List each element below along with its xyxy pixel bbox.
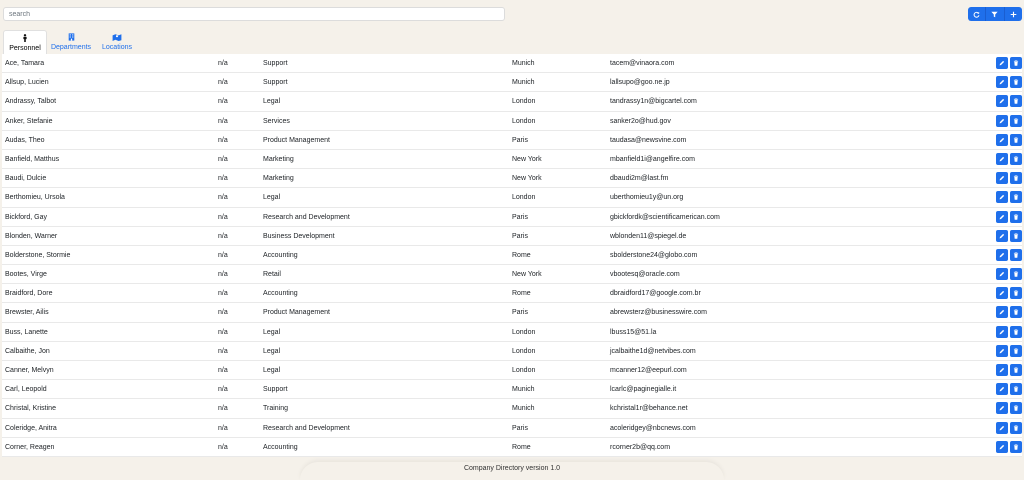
job-title: n/a (218, 328, 228, 336)
person-name: Carl, Leopold (5, 386, 47, 394)
department: Services (263, 117, 290, 125)
row-actions (996, 153, 1022, 165)
table-row (2, 208, 1022, 227)
email: gbickfordk@scientificamerican.com (610, 213, 720, 221)
edit-button[interactable] (996, 441, 1008, 453)
person-name: Banfield, Matthus (5, 155, 60, 163)
delete-button[interactable] (1010, 115, 1022, 127)
job-title: n/a (218, 271, 228, 279)
row-actions (996, 441, 1022, 453)
job-title: n/a (218, 232, 228, 240)
location: Paris (512, 213, 528, 221)
trash-icon (1013, 79, 1019, 85)
edit-button[interactable] (996, 211, 1008, 223)
edit-button[interactable] (996, 57, 1008, 69)
row-actions (996, 422, 1022, 434)
person-name: Coleridge, Anitra (5, 424, 57, 432)
person-icon (22, 34, 28, 42)
row-actions (996, 134, 1022, 146)
trash-icon (1013, 444, 1019, 450)
department: Marketing (263, 175, 294, 183)
delete-button[interactable] (1010, 364, 1022, 376)
person-name: Anker, Stefanie (5, 117, 53, 125)
person-name: Buss, Lanette (5, 328, 48, 336)
edit-button[interactable] (996, 76, 1008, 88)
edit-button[interactable] (996, 230, 1008, 242)
table-row (2, 399, 1022, 418)
refresh-button[interactable] (968, 7, 986, 21)
delete-button[interactable] (1010, 306, 1022, 318)
delete-button[interactable] (1010, 287, 1022, 299)
table-row (2, 169, 1022, 188)
email: wblonden11@spiegel.de (610, 232, 687, 240)
department: Legal (263, 98, 281, 106)
department: Accounting (263, 443, 298, 451)
row-actions (996, 326, 1022, 338)
job-title: n/a (218, 136, 228, 144)
person-name: Christal, Kristine (5, 405, 56, 413)
footer-text: Company Directory version 1.0 (463, 465, 561, 472)
person-name: Ace, Tamara (5, 60, 45, 67)
email: sbolderstone24@globo.com (610, 251, 698, 259)
department: Support (263, 79, 288, 87)
edit-button[interactable] (996, 191, 1008, 203)
pencil-icon (999, 175, 1005, 181)
pencil-icon (999, 290, 1005, 296)
person-name: Baudi, Dulcie (5, 175, 47, 183)
refresh-icon (973, 11, 980, 18)
row-actions (996, 230, 1022, 242)
job-title: n/a (218, 213, 228, 221)
trash-icon (1013, 214, 1019, 220)
pencil-icon (999, 252, 1005, 258)
table-row (2, 303, 1022, 322)
trash-icon (1013, 233, 1019, 239)
location: Paris (512, 136, 528, 144)
table-row (2, 112, 1022, 131)
delete-button[interactable] (1010, 191, 1022, 203)
department: Accounting (263, 251, 298, 259)
table-row (2, 246, 1022, 265)
department: Marketing (263, 155, 294, 163)
personnel-table (2, 54, 1022, 457)
pencil-icon (999, 194, 1005, 200)
tab-departments[interactable] (49, 30, 93, 54)
job-title: n/a (218, 194, 228, 202)
person-name: Bootes, Virge (5, 271, 47, 279)
table-row (2, 265, 1022, 284)
delete-button[interactable] (1010, 402, 1022, 414)
location: Munich (512, 79, 535, 87)
location: Paris (512, 232, 528, 240)
person-name: Braidford, Dore (5, 290, 53, 298)
location: London (512, 347, 536, 355)
table-row (2, 92, 1022, 111)
trash-icon (1013, 194, 1019, 200)
trash-icon (1013, 118, 1019, 124)
edit-button[interactable] (996, 422, 1008, 434)
location: Paris (512, 424, 528, 432)
pencil-icon (999, 156, 1005, 162)
job-title: n/a (218, 405, 228, 413)
plus-icon (1010, 11, 1017, 18)
pencil-icon (999, 386, 1005, 392)
tab-bar (3, 30, 141, 54)
pencil-icon (999, 329, 1005, 335)
job-title: n/a (218, 443, 228, 451)
pencil-icon (999, 233, 1005, 239)
tab-label: Locations (102, 44, 132, 51)
delete-button[interactable] (1010, 230, 1022, 242)
pencil-icon (999, 405, 1005, 411)
pencil-icon (999, 367, 1005, 373)
job-title: n/a (218, 98, 228, 106)
delete-button[interactable] (1010, 172, 1022, 184)
pencil-icon (999, 79, 1005, 85)
email: vbootesq@oracle.com (610, 271, 680, 279)
email: kchristal1r@behance.net (610, 405, 688, 413)
trash-icon (1013, 156, 1019, 162)
location: Munich (512, 60, 535, 67)
department: Retail (263, 271, 281, 279)
row-actions (996, 345, 1022, 357)
email: lbuss15@51.la (610, 328, 657, 336)
department: Legal (263, 347, 281, 355)
location: Rome (512, 251, 531, 259)
location: Munich (512, 405, 535, 413)
delete-button[interactable] (1010, 249, 1022, 261)
toolbar-button-group (968, 7, 1022, 21)
person-name: Andrassy, Talbot (5, 98, 57, 106)
person-name: Brewster, Ailis (5, 309, 49, 317)
row-actions (996, 57, 1022, 69)
trash-icon (1013, 348, 1019, 354)
person-name: Calbaithe, Jon (5, 347, 50, 355)
table-row (2, 342, 1022, 361)
row-actions (996, 172, 1022, 184)
tab-locations[interactable] (95, 30, 139, 54)
row-actions (996, 211, 1022, 223)
edit-button[interactable] (996, 268, 1008, 280)
person-name: Corner, Reagen (5, 443, 55, 451)
email: tacem@vinaora.com (610, 60, 675, 67)
location: London (512, 98, 536, 106)
edit-button[interactable] (996, 249, 1008, 261)
location: Paris (512, 309, 528, 317)
department: Training (263, 405, 289, 413)
delete-button[interactable] (1010, 211, 1022, 223)
delete-button[interactable] (1010, 134, 1022, 146)
location: Munich (512, 386, 535, 394)
pencil-icon (999, 137, 1005, 143)
pencil-icon (999, 118, 1005, 124)
department: Legal (263, 194, 281, 202)
edit-button[interactable] (996, 172, 1008, 184)
email: acoleridgey@nbcnews.com (610, 424, 696, 432)
edit-button[interactable] (996, 364, 1008, 376)
department: Support (263, 386, 288, 394)
email: sanker2o@hud.gov (610, 117, 671, 125)
email: tandrassy1n@bigcartel.com (610, 98, 697, 106)
table-row (2, 227, 1022, 246)
job-title: n/a (218, 386, 228, 394)
delete-button[interactable] (1010, 422, 1022, 434)
row-actions (996, 364, 1022, 376)
email: rcorner2b@qq.com (610, 443, 671, 451)
location: Rome (512, 290, 531, 298)
department: Legal (263, 367, 281, 374)
person-name: Canner, Melvyn (5, 367, 54, 374)
edit-button[interactable] (996, 95, 1008, 107)
row-actions (996, 95, 1022, 107)
pencil-icon (999, 214, 1005, 220)
email: uberthomieu1y@un.org (610, 194, 684, 202)
person-name: Allsup, Lucien (5, 79, 49, 87)
footer (300, 462, 724, 480)
job-title: n/a (218, 155, 228, 163)
trash-icon (1013, 271, 1019, 277)
pencil-icon (999, 348, 1005, 354)
map-icon (112, 33, 122, 41)
job-title: n/a (218, 117, 228, 125)
location: New York (512, 271, 542, 279)
row-actions (996, 76, 1022, 88)
email: mbanfield1i@angelfire.com (610, 155, 695, 163)
edit-button[interactable] (996, 345, 1008, 357)
tab-label: Departments (50, 44, 92, 51)
row-actions (996, 383, 1022, 395)
edit-button[interactable] (996, 306, 1008, 318)
trash-icon (1013, 98, 1019, 104)
edit-button[interactable] (996, 287, 1008, 299)
location: London (512, 117, 536, 125)
job-title: n/a (218, 175, 228, 183)
email: mcanner12@eepurl.com (610, 367, 687, 374)
row-actions (996, 402, 1022, 414)
building-icon (68, 33, 75, 41)
trash-icon (1013, 405, 1019, 411)
edit-button[interactable] (996, 115, 1008, 127)
trash-icon (1013, 137, 1019, 143)
job-title: n/a (218, 347, 228, 355)
location: London (512, 367, 536, 374)
job-title: n/a (218, 251, 228, 259)
department: Research and Development (263, 424, 350, 432)
delete-button[interactable] (1010, 383, 1022, 395)
row-actions (996, 191, 1022, 203)
email: lallsupo@goo.ne.jp (610, 79, 670, 87)
delete-button[interactable] (1010, 441, 1022, 453)
location: New York (512, 175, 542, 183)
delete-button[interactable] (1010, 57, 1022, 69)
trash-icon (1013, 329, 1019, 335)
department: Legal (263, 328, 281, 336)
delete-button[interactable] (1010, 95, 1022, 107)
person-name: Bickford, Gay (5, 213, 48, 221)
row-actions (996, 268, 1022, 280)
add-button[interactable] (1005, 7, 1022, 21)
pencil-icon (999, 271, 1005, 277)
person-name: Berthomieu, Ursola (5, 194, 65, 202)
person-name: Blonden, Warner (5, 232, 58, 240)
table-row (2, 54, 1022, 73)
table-row (2, 361, 1022, 380)
person-name: Bolderstone, Stormie (5, 251, 71, 259)
table-row (2, 284, 1022, 303)
row-actions (996, 115, 1022, 127)
email: abrewsterz@businesswire.com (610, 309, 707, 317)
table-row (2, 73, 1022, 92)
edit-button[interactable] (996, 326, 1008, 338)
filter-button[interactable] (986, 7, 1004, 21)
job-title: n/a (218, 424, 228, 432)
edit-button[interactable] (996, 402, 1008, 414)
table-row (2, 380, 1022, 399)
filter-icon (991, 11, 998, 18)
department: Product Management (263, 136, 330, 144)
location: London (512, 328, 536, 336)
edit-button[interactable] (996, 383, 1008, 395)
row-actions (996, 287, 1022, 299)
trash-icon (1013, 367, 1019, 373)
delete-button[interactable] (1010, 268, 1022, 280)
tab-label: Personnel (9, 44, 41, 52)
trash-icon (1013, 290, 1019, 296)
email: lcarlc@paginegialle.it (610, 386, 677, 394)
department: Research and Development (263, 213, 350, 221)
job-title: n/a (218, 60, 228, 67)
trash-icon (1013, 60, 1019, 66)
delete-button[interactable] (1010, 153, 1022, 165)
table-row (2, 323, 1022, 342)
delete-button[interactable] (1010, 345, 1022, 357)
location: London (512, 194, 536, 202)
pencil-icon (999, 60, 1005, 66)
pencil-icon (999, 444, 1005, 450)
delete-button[interactable] (1010, 326, 1022, 338)
tab-personnel[interactable] (3, 30, 47, 54)
pencil-icon (999, 98, 1005, 104)
table-row (2, 438, 1022, 457)
department: Product Management (263, 309, 330, 317)
job-title: n/a (218, 309, 228, 317)
trash-icon (1013, 252, 1019, 258)
delete-button[interactable] (1010, 76, 1022, 88)
person-name: Audas, Theo (5, 136, 45, 144)
trash-icon (1013, 175, 1019, 181)
table-row (2, 150, 1022, 169)
row-actions (996, 249, 1022, 261)
department: Business Development (263, 232, 335, 240)
email: jcalbaithe1d@netvibes.com (610, 347, 696, 355)
pencil-icon (999, 425, 1005, 431)
department: Accounting (263, 290, 298, 298)
pencil-icon (999, 309, 1005, 315)
trash-icon (1013, 309, 1019, 315)
location: New York (512, 155, 542, 163)
location: Rome (512, 443, 531, 451)
edit-button[interactable] (996, 134, 1008, 146)
table-row (2, 131, 1022, 150)
trash-icon (1013, 425, 1019, 431)
job-title: n/a (218, 367, 228, 374)
search-input[interactable] (3, 7, 505, 21)
job-title: n/a (218, 79, 228, 87)
email: dbraidford17@google.com.br (610, 290, 701, 298)
trash-icon (1013, 386, 1019, 392)
row-actions (996, 306, 1022, 318)
email: dbaudi2m@last.fm (610, 175, 669, 183)
table-row (2, 188, 1022, 207)
table-row (2, 419, 1022, 438)
edit-button[interactable] (996, 153, 1008, 165)
job-title: n/a (218, 290, 228, 298)
email: taudasa@newsvine.com (610, 136, 687, 144)
department: Support (263, 60, 288, 67)
